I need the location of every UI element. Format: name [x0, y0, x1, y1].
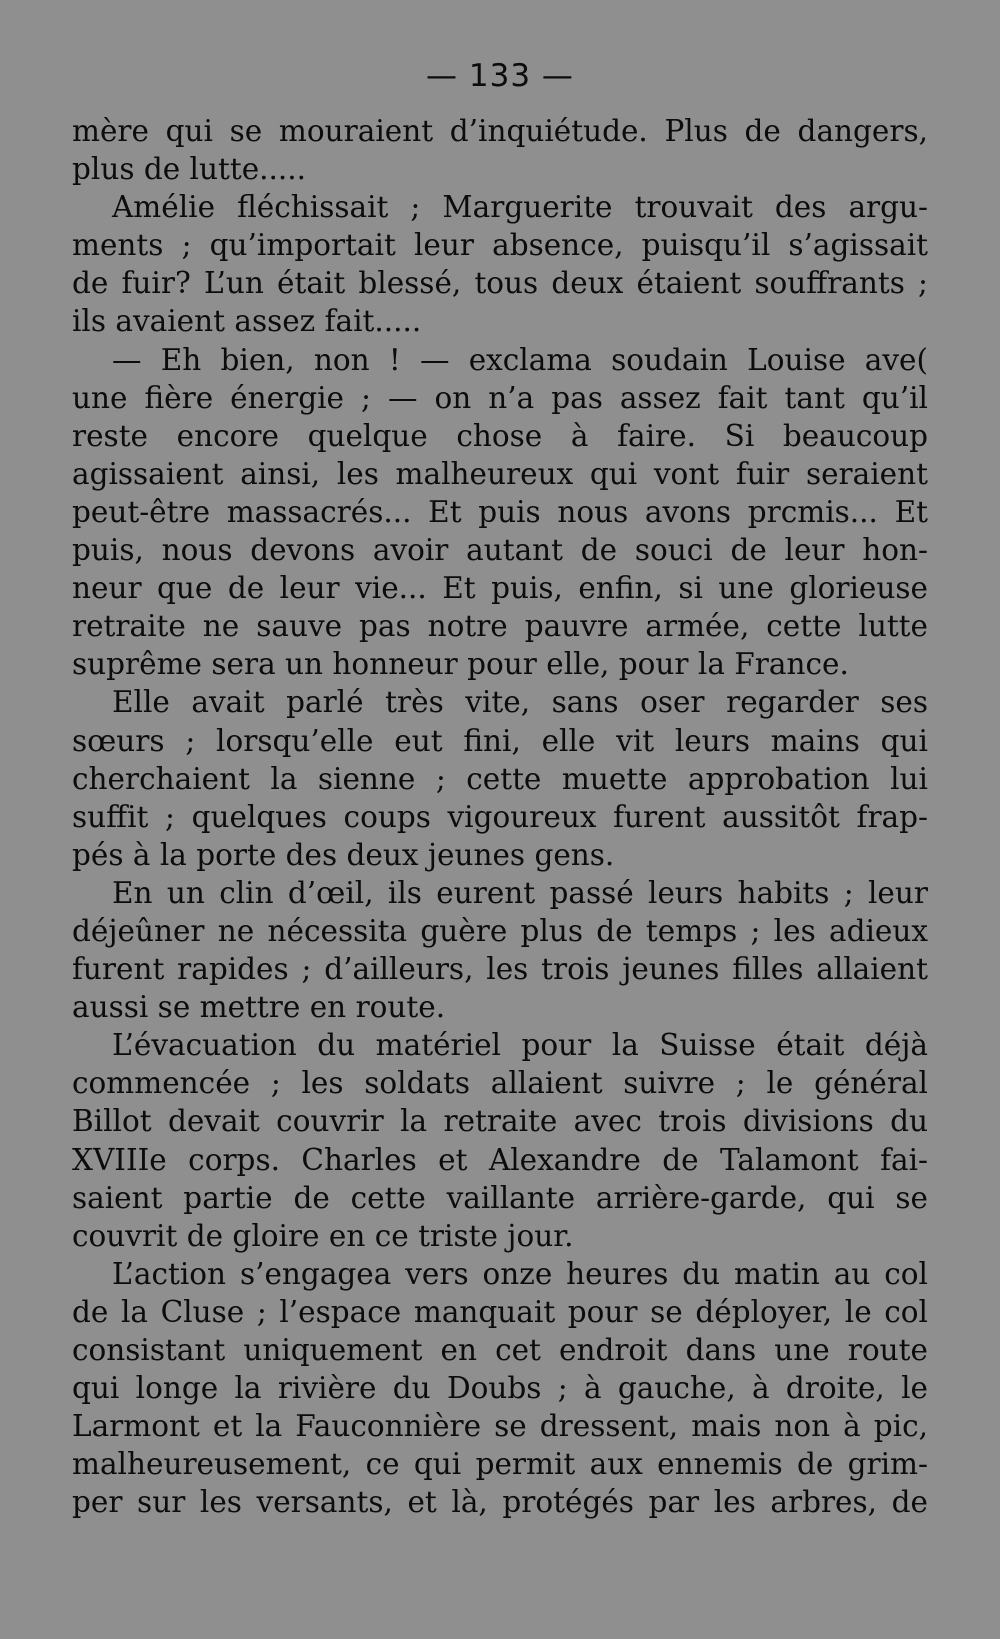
- text-line: qui longe la rivière du Doubs ; à gauche, à droite, le: [72, 1371, 928, 1406]
- text-line: per sur les versants, et là, protégés par les arbres, de: [72, 1485, 928, 1520]
- text-line: ments ; qu’importait leur absence, puisqu’il s’agissait: [72, 228, 928, 263]
- text-line: consistant uniquement en cet endroit dans une route: [72, 1333, 928, 1367]
- text-line: mère qui se mouraient d’inquiétude. Plus de dangers,: [72, 114, 928, 148]
- text-line: XVIIIe corps. Charles et Alexandre de Talamont fai-: [72, 1142, 928, 1177]
- text-line: agissaient ainsi, les malheureux qui vont fuir seraient: [72, 456, 928, 491]
- text-line: de fuir? L’un était blessé, tous deux étaient souffrants ;: [72, 266, 928, 301]
- text-line: saient partie de cette vaillante arrière-garde, qui se: [72, 1180, 928, 1215]
- text-line: reste encore quelque chose à faire. Si beaucoup: [72, 418, 928, 453]
- text-line: plus de lutte.....: [72, 152, 307, 187]
- text-line: malheureusement, ce qui permit aux ennemis de grim-: [72, 1447, 928, 1482]
- text-line: Elle avait parlé très vite, sans oser regarder ses: [112, 685, 928, 720]
- text-line: suffit ; quelques coups vigoureux furent aussitôt frap-: [72, 799, 928, 834]
- text-line: sœurs ; lorsqu’elle eut fini, elle vit leurs mains qui: [72, 723, 928, 758]
- text-line: Amélie fléchissait ; Marguerite trouvait des argu-: [112, 190, 928, 225]
- text-line: En un clin d’œil, ils eurent passé leurs habits ; leur: [112, 875, 928, 910]
- text-line: L’action s’engagea vers onze heures du matin au col: [112, 1256, 928, 1291]
- page-number: — 133 —: [426, 58, 574, 94]
- text-line: Billot devait couvrir la retraite avec trois divisions du: [72, 1104, 928, 1139]
- text-line: cherchaient la sienne ; cette muette approbation lui: [72, 761, 928, 796]
- text-line: de la Cluse ; l’espace manquait pour se déployer, le col: [72, 1294, 928, 1329]
- text-line: pés à la porte des deux jeunes gens.: [72, 837, 615, 872]
- body-text: [72, 112, 928, 1521]
- text-line: L’évacuation du matériel pour la Suisse était déjà: [112, 1028, 928, 1063]
- text-line: peut-être massacrés... Et puis nous avons prcmis... Et: [72, 494, 928, 529]
- text-line: une fière énergie ; — on n’a pas assez fait tant qu’il: [72, 380, 928, 415]
- text-line: ils avaient assez fait.....: [72, 304, 422, 339]
- text-line: neur que de leur vie... Et puis, enfin, si une glorieuse: [72, 571, 928, 606]
- text-line: retraite ne sauve pas notre pauvre armée, cette lutte: [72, 609, 928, 644]
- text-line: commencée ; les soldats allaient suivre ; le général: [72, 1066, 928, 1101]
- text-line: aussi se mettre en route.: [72, 990, 446, 1025]
- text-line: Larmont et la Fauconnière se dressent, mais non à pic,: [72, 1409, 928, 1444]
- text-line: — Eh bien, non ! — exclama soudain Louise ave(: [112, 342, 928, 377]
- text-line: couvrit de gloire en ce triste jour.: [72, 1218, 574, 1253]
- text-line: furent rapides ; d’ailleurs, les trois jeunes filles allaient: [72, 952, 928, 987]
- text-line: déjeûner ne nécessita guère plus de temps ; les adieux: [72, 913, 928, 948]
- text-line: puis, nous devons avoir autant de souci de leur hon-: [72, 533, 928, 568]
- text-line: suprême sera un honneur pour elle, pour la France.: [72, 647, 849, 682]
